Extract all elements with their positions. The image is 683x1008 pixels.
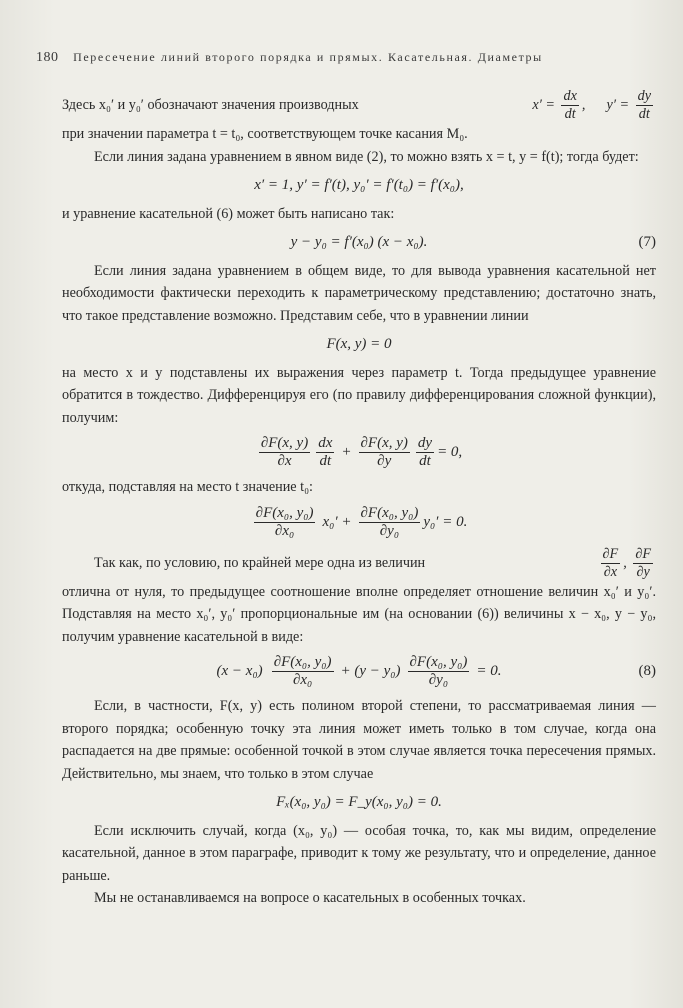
equation-term: x₀′ +	[322, 513, 352, 530]
paragraph-second-order: Если, в частности, F(x, y) есть полином второй степени, то рассматриваемая линия — второго порядка; особенную точку эта линия может иметь только в том случае, когда она распадается на две прямые: особенной точкой в этом случае является точка пересечения прямых. Действительно, мы знаем, что только в этом случае	[62, 698, 656, 782]
equation-term: + (y − y₀)	[340, 663, 401, 680]
denominator: ∂x	[277, 453, 292, 469]
paragraph-final: Мы не останавливаемся на вопросе о касательных в особенных точках.	[94, 890, 526, 906]
paragraph-conclusion: Если исключить случай, когда (x₀, y₀) — особая точка, то, как мы видим, определение касательной, данное в этом параграфе, приводит к тому же результату, что и определение, данное раньше.	[62, 822, 656, 884]
denominator: dt	[319, 453, 332, 469]
numerator: ∂F(x, y)	[360, 435, 408, 451]
equation-number: (7)	[638, 234, 656, 250]
numerator: dy	[637, 88, 651, 104]
denominator: dt	[638, 106, 650, 122]
paragraph-text: отлична от нуля, то предыдущее соотношение вполне определяет отношение величин x₀′ и y₀′. Подставляя на место x₀′, y₀′ пропорциональные им (на основании (6)) величины x − x₀, y − y₀, получим уравнение касательной в виде:	[62, 583, 656, 645]
numerator: ∂F(x, y)	[260, 435, 309, 451]
y-prime-label: y′ =	[606, 96, 630, 113]
paragraph-tangent-intro: и уравнение касательной (6) может быть написано так:	[62, 205, 395, 222]
numerator: ∂F	[635, 545, 651, 562]
paragraph-nonzero-partials	[62, 546, 656, 581]
numerator: ∂F	[602, 545, 619, 562]
equation-8	[62, 654, 656, 689]
denominator: ∂x₀	[292, 672, 313, 688]
numerator: ∂F(x₀, y₀)	[360, 504, 419, 521]
numerator: dy	[417, 435, 433, 451]
fraction	[359, 435, 410, 470]
equation-differentiated	[62, 435, 656, 470]
fraction	[633, 546, 653, 581]
fraction	[359, 505, 421, 540]
paragraph-explicit: Если линия задана уравнением в явном виде (2), то можно взять x = t, y = f(t); тогда будет:	[94, 148, 639, 165]
x-prime-label: x′ =	[532, 96, 555, 113]
equation-number: (8)	[638, 663, 656, 680]
equation-term: y₀′ = 0.	[423, 513, 468, 530]
paragraph-text: Так как, по условию, по крайней мере одна из величин	[94, 554, 426, 571]
equation-singular-point: Fₓ(x₀, y₀) = F_y(x₀, y₀) = 0.	[276, 794, 442, 810]
numerator: ∂F(x₀, y₀)	[273, 654, 332, 670]
equation-explicit: x′ = 1, y′ = f′(t), y₀′ = f′(t₀) = f′(x₀),	[254, 177, 464, 193]
derivative-definitions: x′ = $\frac{dx}{dt}$ , y′ = $\frac{dy}{dt}$	[532, 88, 651, 122]
denominator: ∂y	[636, 563, 650, 580]
numerator: ∂F(x₀, y₀)	[255, 504, 314, 521]
fraction	[416, 435, 434, 470]
paragraph-substitute-t0: откуда, подставляя на место t значение t₀:	[62, 479, 313, 495]
page-body	[62, 88, 656, 910]
running-header	[36, 50, 636, 66]
denominator: ∂x₀	[274, 522, 295, 539]
equation-at-point	[62, 505, 656, 540]
paragraph-text: Здесь x₀′ и y₀′ обозначают значения производных	[62, 97, 359, 114]
denominator: ∂y₀	[428, 672, 449, 688]
fraction-dx-dt	[561, 88, 578, 123]
operator: +	[341, 444, 352, 461]
paragraph-substitution: на место x и y подставлены их выражения через параметр t. Тогда предыдущее уравнение обратится в тождество. Дифференцируя его (по правилу дифференцирования сложной функции), получим:	[62, 364, 656, 426]
denominator: ∂y₀	[379, 522, 400, 539]
denominator: dt	[564, 106, 576, 122]
numerator: dx	[563, 88, 577, 104]
fraction	[601, 546, 621, 581]
fraction	[272, 654, 334, 689]
equation-rhs: = 0,	[437, 444, 463, 461]
denominator: ∂x	[603, 563, 618, 580]
paragraph-text: при значении параметра t = t₀, соответствующем точке касания M₀.	[62, 126, 468, 142]
equation-rhs: = 0.	[476, 663, 502, 680]
comma: ,	[623, 554, 627, 571]
numerator: dx	[318, 435, 333, 451]
running-title: Пересечение линий второго порядка и прямых. Касательная. Диаметры	[73, 50, 543, 64]
fraction	[254, 505, 316, 540]
partial-fractions	[598, 546, 656, 581]
fraction	[408, 654, 470, 689]
fraction-dy-dt	[636, 88, 653, 123]
fraction	[316, 435, 334, 470]
equation-general: F(x, y) = 0	[326, 336, 392, 352]
page-number: 180	[36, 50, 59, 65]
fraction	[259, 435, 310, 470]
paragraph-derivatives	[62, 88, 656, 123]
denominator: ∂y	[377, 453, 392, 469]
numerator: ∂F(x₀, y₀)	[409, 654, 468, 670]
denominator: dt	[419, 453, 431, 469]
equation-formula: y − y₀ = f′(x₀) (x − x₀).	[290, 234, 428, 250]
equation-term: (x − x₀)	[216, 663, 263, 680]
paragraph-general-form: Если линия задана уравнением в общем виде, то для вывода уравнения касательной нет необходимости фактически переходить к параметрическому представлению; достаточно знать, что такое представление возможно. Представим себе, что в уравнении линии	[62, 262, 656, 324]
equation-7	[62, 231, 656, 254]
